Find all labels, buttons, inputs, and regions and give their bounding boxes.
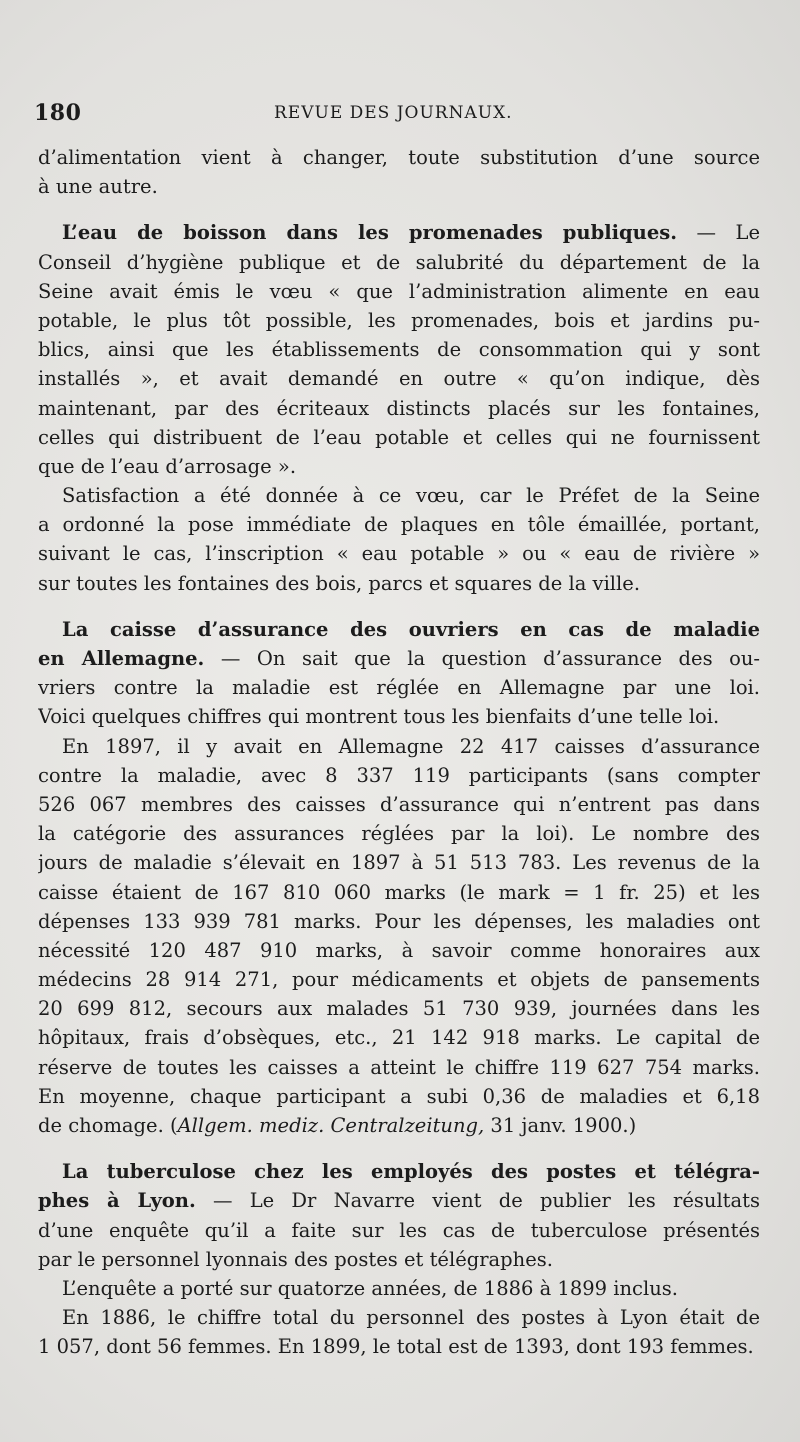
text-line bbox=[38, 644, 760, 673]
text-line: médecins 28 914 271, pour médicaments et objets de pansements bbox=[38, 968, 760, 992]
text-line: Satisfaction a été donnée à ce vœu, car le Préfet de la Seine bbox=[62, 484, 760, 508]
text-fragment: — Le Dr Navarre vient de publier les résultats bbox=[195, 1189, 760, 1213]
text-line: Voici quelques chiffres qui montrent tous les bienfaits d’une telle loi. bbox=[38, 705, 720, 729]
text-line: L’enquête a porté sur quatorze années, de 1886 à 1899 inclus. bbox=[62, 1276, 678, 1300]
text-line: d’une enquête qu’il a faite sur les cas de tuberculose présentés bbox=[38, 1218, 760, 1242]
text-line: d’alimentation vient à changer, toute substitution d’une source bbox=[38, 146, 760, 169]
text-line: nécessité 120 487 910 marks, à savoir comme honoraires aux bbox=[38, 938, 760, 962]
section-heading: La tuberculose chez les employés des postes et télégra- bbox=[62, 1160, 760, 1184]
section-heading: L’eau de boisson dans les promenades publiques. bbox=[62, 221, 678, 245]
paragraph bbox=[38, 732, 760, 1141]
text-line: dépenses 133 939 781 marks. Pour les dépenses, les maladies ont bbox=[38, 909, 760, 933]
section-heading: La caisse d’assurance des ouvriers en cas de maladie bbox=[62, 617, 760, 641]
text-fragment: de chomage. ( bbox=[38, 1114, 178, 1137]
text-line: En moyenne, chaque participant a subi 0,36 de maladies et 6,18 bbox=[38, 1084, 760, 1108]
text-line bbox=[38, 1186, 760, 1215]
text-line: En 1886, le chiffre total du personnel des postes à Lyon était de bbox=[62, 1306, 760, 1330]
text-line: 1 057, dont 56 femmes. En 1899, le total est de 1393, dont 193 femmes. bbox=[38, 1335, 754, 1359]
paragraph bbox=[38, 218, 760, 481]
text-line: à une autre. bbox=[38, 175, 158, 199]
text-line: réserve de toutes les caisses a atteint le chiffre 119 627 754 marks. bbox=[38, 1055, 760, 1079]
text-line: Seine avait émis le vœu « que l’administration alimente en eau bbox=[38, 279, 760, 303]
text-line: sur toutes les fontaines des bois, parcs et squares de la ville. bbox=[38, 571, 641, 595]
text-line: maintenant, par des écriteaux distincts placés sur les fontaines, bbox=[38, 396, 760, 420]
text-line: celles qui distribuent de l’eau potable et celles qui ne fournissent bbox=[38, 425, 760, 449]
text-line: 526 067 membres des caisses d’assurance qui n’entrent pas dans bbox=[38, 792, 760, 816]
text-line: vriers contre la maladie est réglée en Allemagne par une loi. bbox=[38, 676, 760, 700]
text-line bbox=[38, 1157, 760, 1186]
text-line: par le personnel lyonnais des postes et télégraphes. bbox=[38, 1247, 553, 1271]
text-line bbox=[38, 615, 760, 644]
text-line: hôpitaux, frais d’obsèques, etc., 21 142 918 marks. Le capital de bbox=[38, 1026, 760, 1050]
text-line bbox=[38, 1111, 760, 1140]
text-line: 20 699 812, secours aux malades 51 730 939, journées dans les bbox=[38, 997, 760, 1021]
citation: Allgem. mediz. Centralzeitung, bbox=[177, 1114, 485, 1137]
text-line: que de l’eau d’arrosage ». bbox=[38, 454, 297, 478]
paragraph bbox=[38, 1303, 760, 1361]
text-line: suivant le cas, l’inscription « eau potable » ou « eau de rivière » bbox=[38, 542, 760, 566]
paragraph bbox=[38, 1157, 760, 1274]
section-heading-cont: phes à Lyon. bbox=[38, 1189, 196, 1213]
text-line bbox=[38, 218, 760, 247]
running-head: REVUE DES JOURNAUX. bbox=[274, 103, 513, 123]
paragraph bbox=[38, 143, 760, 201]
page-header bbox=[34, 100, 754, 134]
paragraph bbox=[38, 1274, 760, 1303]
text-line: potable, le plus tôt possible, les promenades, bois et jardins pu- bbox=[38, 308, 760, 332]
article-body bbox=[38, 143, 760, 1362]
text-fragment: 31 janv. 1900.) bbox=[484, 1114, 637, 1137]
section-heading-cont: en Allemagne. bbox=[38, 647, 205, 670]
text-line: contre la maladie, avec 8 337 119 participants (sans compter bbox=[38, 763, 760, 787]
text-line: installés », et avait demandé en outre « qu’on indique, dès bbox=[38, 367, 760, 391]
page-number: 180 bbox=[34, 100, 82, 126]
text-line: a ordonné la pose immédiate de plaques en tôle émaillée, portant, bbox=[38, 513, 760, 537]
text-fragment: — On sait que la question d’assurance des ou- bbox=[204, 647, 760, 670]
paragraph bbox=[38, 481, 760, 598]
text-line: Conseil d’hygiène publique et de salubrité du département de la bbox=[38, 250, 760, 274]
paragraph bbox=[38, 615, 760, 732]
text-line: caisse étaient de 167 810 060 marks (le mark = 1 fr. 25) et les bbox=[38, 880, 760, 904]
text-line: blics, ainsi que les établissements de consommation qui y sont bbox=[38, 338, 760, 362]
text-line: la catégorie des assurances réglées par la loi). Le nombre des bbox=[38, 822, 760, 846]
text-line: jours de maladie s’élevait en 1897 à 51 513 783. Les revenus de la bbox=[38, 851, 760, 875]
text-fragment: — Le bbox=[677, 221, 760, 245]
text-line: En 1897, il y avait en Allemagne 22 417 caisses d’assurance bbox=[62, 734, 760, 758]
